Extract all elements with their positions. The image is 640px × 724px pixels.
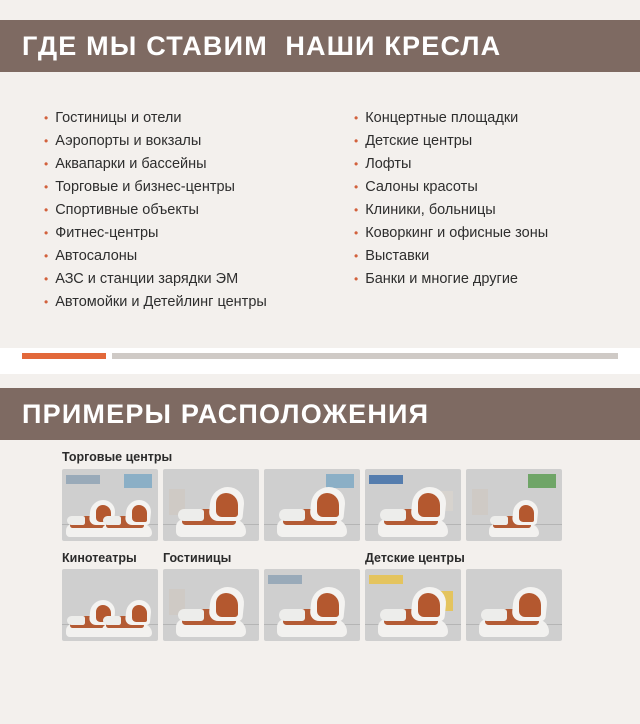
massage-chair-shape [475,585,553,637]
list-item [354,108,640,129]
group-label-hotels: Гостиницы [163,551,232,565]
photo-massage-chair-store-entrance[interactable] [466,469,562,541]
group-label-malls: Торговые центры [62,450,173,464]
list-item-label: Выставки [365,248,430,264]
group-label-kids: Детские центры [365,551,465,565]
list-item-label: Автосалоны [55,248,138,264]
signage-decor [528,474,556,488]
bullet-icon: • [354,134,359,148]
bullet-icon: • [44,203,49,217]
list-item-label: Фитнес-центры [55,225,159,241]
list-item [44,154,320,175]
list-item-label: Коворкинг и офисные зоны [365,225,549,241]
bullet-icon: • [354,226,359,240]
list-item-label: Торговые и бизнес-центры [55,179,235,195]
photo-massage-chair-hotel-window[interactable] [264,569,360,641]
list-item [44,292,320,313]
massage-chair-shape [374,485,452,537]
photo-massage-chairs-cinema-lobby[interactable] [62,569,158,641]
photo-massage-chairs-showroom-row[interactable] [62,469,158,541]
list-item [44,269,320,290]
list-item-label: Банки и многие другие [365,271,518,287]
list-item-label: Концертные площадки [365,110,519,126]
group-label-cinemas: Кинотеатры [62,551,137,565]
bullet-icon: • [354,203,359,217]
massage-chair-shape [172,485,250,537]
bullet-icon: • [354,157,359,171]
list-item [354,131,640,152]
list-item [44,200,320,221]
photo-massage-chair-mall-corridor[interactable] [365,469,461,541]
list-item [44,246,320,267]
list-item-label: Спортивные объекты [55,202,199,218]
divider-gray-bar [112,353,618,359]
massage-chair-shape [99,497,155,537]
divider-strip [0,348,640,374]
section-one-header [0,20,640,72]
list-item [354,269,640,290]
massage-chair-shape [374,585,452,637]
bullet-icon: • [354,272,359,286]
list-item [44,131,320,152]
list-item-label: Лофты [365,156,412,172]
bullet-icon: • [44,134,49,148]
list-item-label: АЗС и станции зарядки ЭМ [55,271,239,287]
list-item [354,246,640,267]
section-one-title: ГДЕ МЫ СТАВИМ НАШИ КРЕСЛА [22,30,502,61]
divider-accent-bar [22,353,106,359]
bullet-icon: • [44,249,49,263]
list-item [354,223,640,244]
placement-lists [0,108,640,315]
list-item [44,177,320,198]
photo-row-1 [0,469,640,541]
placement-list-left [0,108,320,315]
list-item [354,154,640,175]
signage-decor [124,474,152,488]
bullet-icon: • [44,111,49,125]
massage-chair-shape [486,497,542,537]
list-item [354,200,640,221]
massage-chair-shape [172,585,250,637]
list-item [354,177,640,198]
list-item-label: Аквапарки и бассейны [55,156,207,172]
photo-massage-chair-orange-white-side[interactable] [163,469,259,541]
photo-gallery [0,450,640,651]
bullet-icon: • [354,111,359,125]
bullet-icon: • [354,180,359,194]
photo-massage-chair-orange-front-angle[interactable] [264,469,360,541]
signage-decor [66,475,100,484]
photo-massage-chair-hotel-lobby[interactable] [163,569,259,641]
bullet-icon: • [44,180,49,194]
list-item-label: Автомойки и Детейлинг центры [55,294,267,310]
photo-massage-chair-kids-center[interactable] [365,569,461,641]
section-two-title: ПРИМЕРЫ РАСПОЛОЖЕНИЯ [22,398,430,429]
signage-decor [369,475,403,484]
list-item [44,108,320,129]
list-item [44,223,320,244]
bullet-icon: • [44,295,49,309]
list-item-label: Детские центры [365,133,473,149]
placement-list-right [320,108,640,315]
group-labels-row-2 [0,551,640,565]
bullet-icon: • [354,249,359,263]
photo-massage-chair-kids-play-area[interactable] [466,569,562,641]
list-item-label: Гостиницы и отели [55,110,182,126]
massage-chair-shape [273,585,351,637]
list-item-label: Аэропорты и вокзалы [55,133,202,149]
bullet-icon: • [44,272,49,286]
massage-chair-shape [99,597,155,637]
bullet-icon: • [44,157,49,171]
massage-chair-shape [273,485,351,537]
list-item-label: Клиники, больницы [365,202,496,218]
section-examples [0,374,640,724]
photo-row-2 [0,569,640,641]
bullet-icon: • [44,226,49,240]
section-two-header [0,388,640,440]
section-placement [0,0,640,348]
signage-decor [268,575,302,584]
signage-decor [369,575,403,584]
group-label-malls-wrap [0,450,640,464]
list-item-label: Салоны красоты [365,179,478,195]
